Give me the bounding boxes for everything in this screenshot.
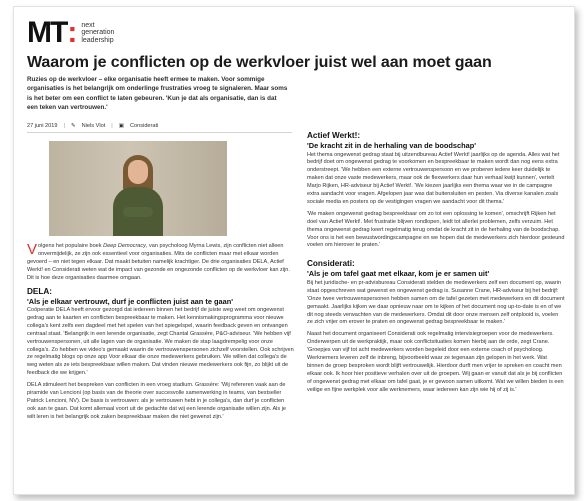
meta-divider xyxy=(27,132,292,133)
logo-line-2: generation xyxy=(81,29,115,37)
lead-paragraph xyxy=(27,243,294,283)
author-icon: ✎ xyxy=(70,123,76,129)
article-category[interactable]: Considerati xyxy=(130,123,159,129)
dela-paragraph-1: Coöperatie DELA heeft ervoor gezorgd dat iedereen binnen het bedrijf de juiste weg weet om ongewenst gedrag aan te kaarten en conflicten bespreekbaar te maken. Het kennismakingsprogramma voor nieuwe collega's kent zelfs een dagdeel met het spelen van het spiegelspel, waarin feedback geven en ontvangen centraal staat. 'Belangrijk in een lerende organisatie, zegt Chantal Grassère, P&O-adviseur. 'We hebben vijf vertrouwenspersonen, uit alle lagen van de organisatie. We maken de stap laagdrempelig voor onze collega's. Zo hebben we video's gemaakt waarin de vertrouwenspersonen zichzelf voorstellen. Ook schrijven ze regelmatig blogs op onze app Voor elkaar die onze medewerkers gebruiken. We willen dat collega's de weg weten als ze iets bespreekbaar willen maken. Dat vinden nieuwe medewerkers ook fijn, zo blijkt uit de feedback die we krijgen.' xyxy=(27,307,294,377)
article-title: Waarom je conflicten op de werkvloer juist wel aan moet gaan xyxy=(27,54,492,71)
photo-person-face xyxy=(128,160,148,184)
considerati-paragraph-1: Bij het juridische- en pr-advisbureau Considerati stelden de medewerkers zelf een document op, waarin staat opgeschreven wat gewenst en ongewenst gedrag is. Susanne Crane, HR-adviseur bij het bedrijf: 'Onze twee vertrouwenspersonen hebben samen om de tafel gezeten met medewerkers en dit document gemaakt. Jaarlijks kijken we daar opnieuw naar om te kijken of het document nog up-to-date is en of we dit nog steeds verwachten van de medewerkers. Omdat dit door onze mensen zelf ontplooid is, voelen ze zich vrijer om erover te praten en ongewenst gedrag bespreekbaar te maken.' xyxy=(307,279,565,326)
article-author[interactable]: Niels Vlot xyxy=(81,123,106,129)
dropcap: V xyxy=(27,241,38,258)
photo-person-arms xyxy=(123,207,153,217)
logo-mark xyxy=(27,18,77,48)
lead-text-b: , van psycholoog Myrna Lewis, zijn conflicten niet alleen onvermijdelijk, ze zijn ook essentieel voor organisaties. Mits de conflicten maar met elkaar worden gevoerd – en niet tegen elkaar. Dat maakt betuiten namelijk krachtiger. De drie organisaties DELA, Actief Werkt! en Considerati weten wat de impact van gezonde en ongezonde conflicten op de werkvloer kan zijn. Dit is hoe deze organisaties daarmee omgaan. xyxy=(27,243,290,281)
logo-letters: MT xyxy=(27,16,67,49)
lead-text-a: olgens het populaire boek xyxy=(38,243,104,249)
section-heading-actief-werkt: Actief Werkt!: xyxy=(307,131,361,140)
logo-line-3: leadership xyxy=(81,36,114,44)
left-column xyxy=(27,243,294,426)
meta-separator: | xyxy=(111,123,113,129)
meta-separator: | xyxy=(63,123,65,129)
section-subheading-considerati: 'Als je om tafel gaat met elkaar, kom je er samen uit' xyxy=(307,269,490,279)
right-column xyxy=(307,131,565,399)
article-page xyxy=(13,6,575,495)
actief-werkt-paragraph-2: 'We maken ongewenst gedrag bespreekbaar om zo tot een oplossing te komen', omschrijft Rijken het doel van Actief Werkt!. Met frustratie blijven rondlopen, leidt tot allerlei problemen, zelfs verzuim. Het thema ongewenst gedrag keert regelmatig terug omdat de kracht zit in de herhaling van de boodschap. Voor ons is het een bewustwordingscampagne en we hopen dat de medewerkers zich hierdoor gesteund voelen om hierover te praten.' xyxy=(307,210,565,249)
article-date: 27 juni 2019 xyxy=(27,123,58,129)
brand-logo[interactable] xyxy=(27,18,114,48)
logo-colon: : xyxy=(67,16,78,49)
section-heading-considerati: Considerati: xyxy=(307,259,355,269)
considerati-paragraph-2: Naast het document organiseert Considerati ook regelmatig intervisiegroepen voor de medewerkers. Onderwerpen uit de werkpraktijk, maar ook conflictsituaties komen hierbij aan de orde, zegt Crane. 'Groepjes van vijf tot acht medewerkers worden begeleid door een externe coach of psycholoog. Werknemers leveren zelf de inbreng, bijvoorbeeld waar ze tegenaan zijn gelopen in het werk. Wat binnen de groep besproken wordt blijft vertrouwelijk. Hierdoor durft men vrijer te spreken en coacht men elkaar ook. Ik hoor hier positieve verhalen over uit de groepen. Wij gaan er vanuit dat als je bij conflicten of ongewenst gedrag met elkaar om tafel gaat, je er gewoon samen uitkomt. Wat we willen bieden is een veilige en fijne werkplek voor alle werknemers, waar iedereen kan zijn wie hij of zij is.' xyxy=(307,331,564,393)
section-subheading-actief-werkt: 'De kracht zit in de herhaling van de boodschap' xyxy=(307,141,477,150)
logo-line-1: next xyxy=(81,21,95,29)
dela-paragraph-2: DELA stimuleert het bespreken van conflicten in een vroeg stadium. Grassère: 'Wij refereren vaak aan de piramide van Lencioni (op basis van de theorie over succesvolle samenwerking in teams, van bestseller Patrick Lencioni, NV). De basis is vertrouwen: als je vertrouwen hebt in je collega's, dan durf je conflicten ook aan te gaan. Dat komt allemaal voort uit de gedachte dat wij een lerende organisatie willen zijn. Als je wilt leren is het belangrijk ook zaken bespreekbaar maken die niet gewenst zijn.' xyxy=(27,382,287,420)
actief-werkt-paragraph-1: Het thema ongewenst gedrag staat bij uitzendbureau Actief Werkt! jaarlijks op de agenda. Alles wat het bedrijf doet om ongewenst gedrag te voorkomen en bespreekbaar te maken wordt dan nog eens extra onderstreept. 'We hebben een externe vertrouwenspersoon en we proberen iedere keer duidelijk te maken dat onze vaste medewerkers, maar ook de flexwerkers daar hun verhaal kwijt kunnen', vertelt Marjo Rijken, HR-adviseur bij Actief Werkt!. 'We kiezen jaarlijks een thema waar we in de campagne extra aandacht voor vragen. Afgelopen jaar was dat buitensluiten en pesten. Via diverse kanalen zoals sociale media en posters op de vestigingen vragen we aandacht voor dit thema.' xyxy=(307,151,560,205)
section-subheading-dela: 'Als je elkaar vertrouwt, durf je conflicten juist aan te gaan' xyxy=(27,296,233,306)
logo-wordmark xyxy=(81,22,114,45)
article-photo xyxy=(49,141,227,236)
book-title: Deep Democracy xyxy=(103,243,146,249)
article-intro: Ruzies op de werkvloer – elke organisatie heeft ermee te maken. Voor sommige organisaties is het belangrijk om onderlinge frustraties vroeg te signaleren. Maar soms is het beter om een conflict te laten gebeuren. 'Kun je dat als organisatie, dan is dat een teken van vertrouwen.' xyxy=(27,76,288,112)
article-meta xyxy=(27,123,291,129)
section-heading-dela: DELA: xyxy=(27,286,53,296)
category-icon: ▣ xyxy=(118,123,125,129)
